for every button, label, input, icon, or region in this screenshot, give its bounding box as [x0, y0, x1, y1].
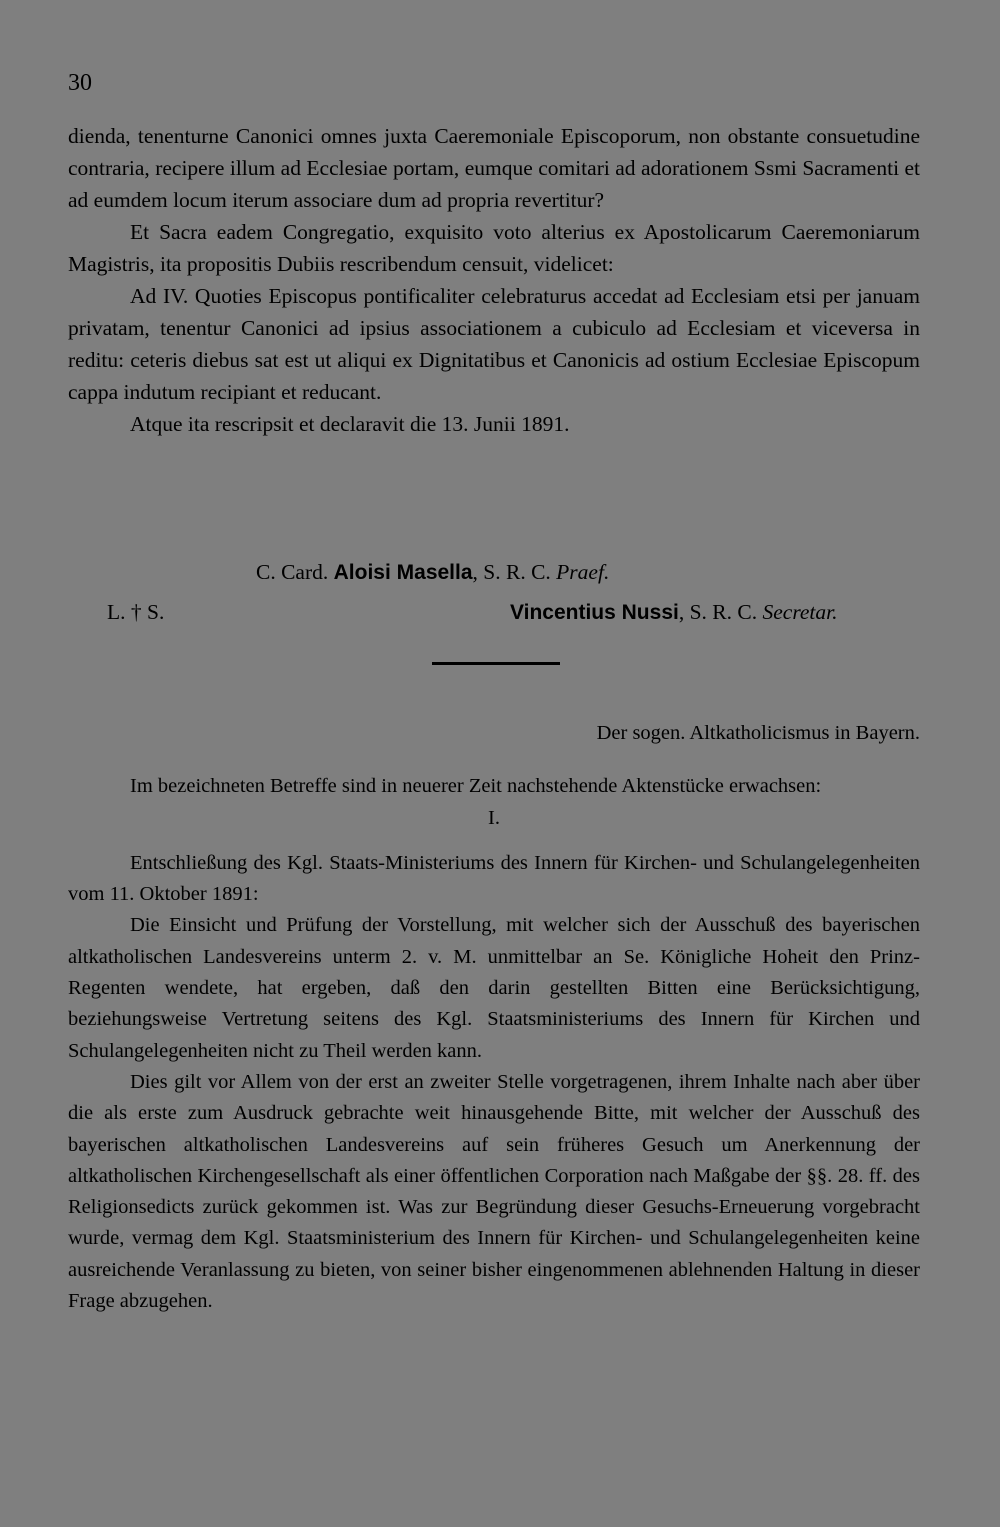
- seal-mark: L. † S.: [107, 600, 165, 624]
- secretary-title: Secretar.: [762, 600, 838, 624]
- page-number: 30: [68, 70, 92, 96]
- signature-secretary: Vincentius Nussi, S. R. C. Secretar.: [510, 600, 838, 624]
- latin-paragraph-1: dienda, tenenturne Canonici omnes juxta Caeremoniale Episcoporum, non obstante consuetudine contraria, recipere illum ad Ecclesiae portam, eumque comitari ad adorationem Ssmi Sacramenti et ad eumdem locum iterum associare dum ad propria revertitur?: [68, 124, 920, 212]
- german-paragraph-1: Entschließung des Kgl. Staats-Ministeriums des Innern für Kirchen- und Schulangelegenheiten vom 11. Oktober 1891:: [68, 851, 920, 906]
- german-heading: Der sogen. Altkatholicismus in Bayern.: [596, 722, 920, 744]
- latin-paragraph-3: Ad IV. Quoties Episcopus pontificaliter celebraturus accedat ad Ecclesiam etsi per januam privatam, tenentur Canonici ad ipsius associationem a cubiculo ad Ecclesiam et viceversa in reditu: ceteris diebus sat est ut aliqui ex Dignitatibus et Canonicis ad ostium Ecclesiae Episcopum cappa indutum recipiant et reducant.: [68, 284, 920, 404]
- section-number: I.: [488, 806, 500, 829]
- prefect-title: Praef.: [556, 560, 610, 584]
- latin-text-block: [68, 120, 920, 440]
- german-paragraph-2: Die Einsicht und Prüfung der Vorstellung, mit welcher sich der Ausschuß des bayerischen altkatholischen Landesvereins unterm 2. v. M. unmittelbar an Se. Königliche Hoheit den Prinz-Regenten wendete, hat ergeben, daß den darin gestellten Bitten eine Berücksichtigung, beziehungsweise Vertretung seitens des Kgl. Staatsministeriums des Innern für Kirchen und Schulangelegenheiten nicht zu Theil werden kann.: [68, 914, 920, 1062]
- section-divider: [432, 662, 560, 665]
- prefect-name: Aloisi Masella: [333, 561, 473, 584]
- signature-prefect: C. Card. Aloisi Masella, S. R. C. Praef.: [256, 560, 610, 584]
- latin-paragraph-2: Et Sacra eadem Congregatio, exquisito voto alterius ex Apostolicarum Caeremoniarum Magistris, ita propositis Dubiis rescribendum censuit, videlicet:: [68, 220, 920, 276]
- german-intro: Im bezeichneten Betreffe sind in neuerer Zeit nachstehende Aktenstücke erwachsen:: [130, 775, 822, 798]
- german-paragraph-3: Dies gilt vor Allem von der erst an zweiter Stelle vorgetragenen, ihrem Inhalte nach aber über die als erste zum Ausdruck gebrachte weit hinausgehende Bitte, mit welcher der Ausschuß des bayerischen altkatholischen Landesvereins auf sein früheres Gesuch um Anerkennung der altkatholischen Kirchengesellschaft als einer öffentlichen Corporation nach Maßgabe der §§. 28. ff. des Religionsedicts zurück gekommen ist. Was zur Begründung dieser Gesuchs-Erneuerung vorgebracht wurde, vermag dem Kgl. Staatsministerium des Innern für Kirchen- und Schulangelegenheiten keine ausreichende Veranlassung zu bieten, von seiner bisher eingenommenen ablehnenden Haltung in dieser Frage abzugehen.: [68, 1070, 920, 1313]
- latin-paragraph-4: Atque ita rescripsit et declaravit die 13. Junii 1891.: [130, 412, 570, 436]
- secretary-name: Vincentius Nussi: [510, 601, 679, 624]
- german-text-block: [68, 718, 920, 1317]
